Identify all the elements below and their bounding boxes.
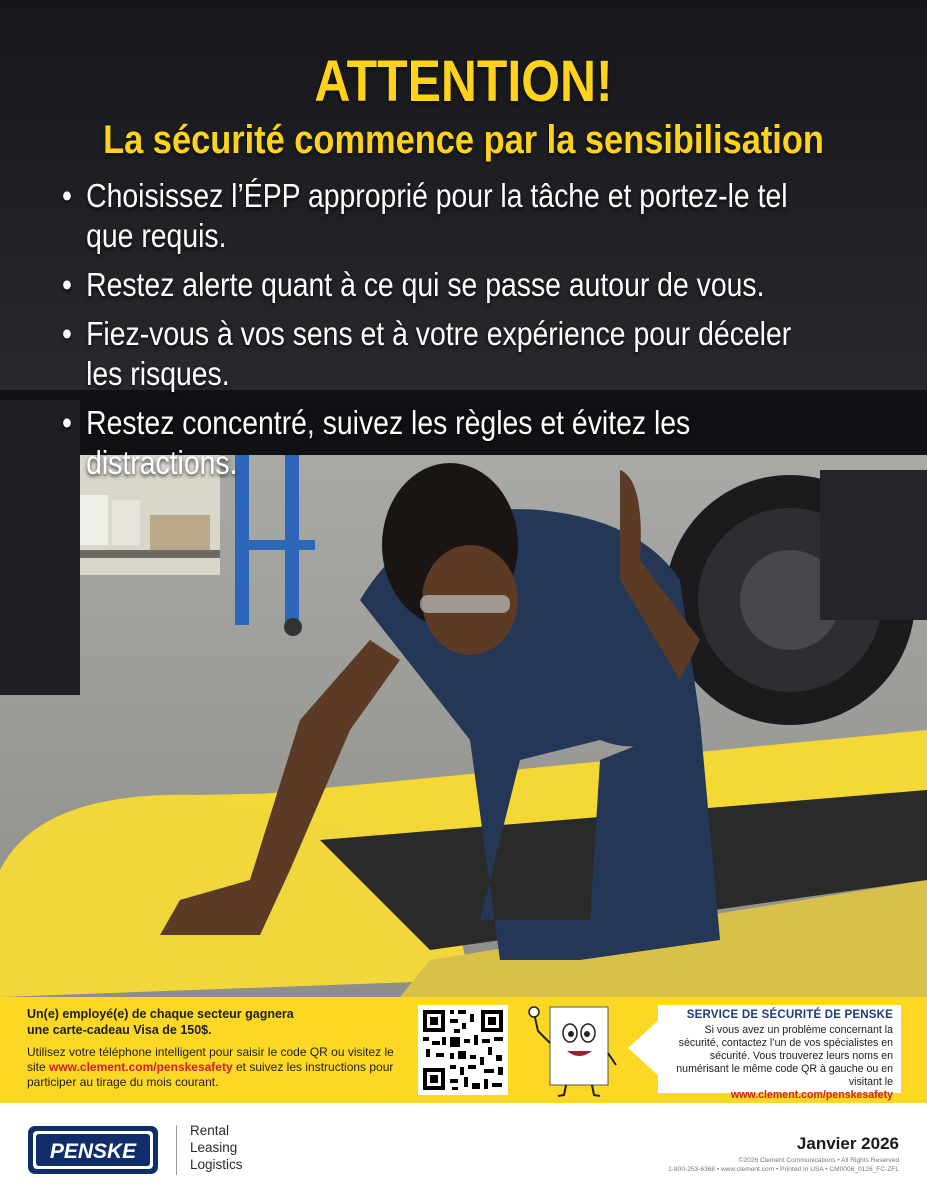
contest-link[interactable]: www.clement.com/penskesafety	[49, 1060, 233, 1074]
safety-box-link[interactable]: www.clement.com/penskesafety	[730, 1089, 893, 1101]
contest-instructions	[27, 1045, 407, 1090]
penske-logo[interactable]	[28, 1126, 158, 1174]
bullet-item	[62, 403, 836, 483]
prize-line: une carte-cadeau Visa de 150$.	[27, 1023, 212, 1037]
safety-handbook-mascot-icon	[522, 1003, 622, 1099]
issue-date: Janvier 2026	[796, 1134, 899, 1153]
safety-box-title: SERVICE DE SÉCURITÉ DE PENSKE	[686, 1009, 893, 1021]
service-list	[190, 1122, 243, 1173]
bullet-icon: •	[62, 266, 72, 303]
bullet-text: Choisissez l’ÉPP approprié pour la tâche et portez-le tel	[86, 177, 788, 214]
service-item: Logistics	[190, 1157, 243, 1172]
bullet-text: Restez concentré, suivez les règles et évitez les distractions.	[86, 404, 691, 481]
bullet-icon: •	[62, 177, 72, 214]
service-item: Leasing	[190, 1140, 238, 1155]
callout-pointer	[628, 1019, 660, 1077]
divider	[176, 1125, 177, 1175]
service-item: Rental	[190, 1123, 230, 1138]
prize-text	[27, 1006, 407, 1038]
copyright-line: 1-800-253-6368 • www.clement.com • Printed In USA • CM0006_0126_FC-ZFL	[668, 1165, 899, 1173]
bullet-text: Fiez-vous à vos sens et à votre expérience pour déceler	[86, 315, 792, 352]
prize-line: Un(e) employé(e) de chaque secteur gagnera	[27, 1007, 294, 1021]
safety-bullet-list	[62, 176, 836, 492]
bullet-icon: •	[62, 404, 72, 441]
copyright	[668, 1157, 899, 1174]
bullet-item	[62, 314, 836, 394]
instructions-text: et suivez les instructions pour participer au tirage du mois courant.	[27, 1060, 394, 1089]
copyright-line: ©2026 Clement Communications • All Rights Reserved	[738, 1157, 899, 1164]
contest-info	[27, 1006, 407, 1090]
instructions-text: Utilisez votre téléphone intelligent pour saisir le code QR ou visitez le site	[27, 1045, 394, 1074]
headline: ATTENTION!	[314, 49, 613, 114]
qr-code-icon[interactable]	[418, 1005, 508, 1095]
logo-text: PENSKE	[49, 1140, 137, 1163]
bullet-text-continued: les risques.	[86, 355, 230, 392]
footer	[0, 1103, 927, 1200]
bullet-icon: •	[62, 315, 72, 352]
subheadline: La sécurité commence par la sensibilisation	[103, 118, 824, 162]
safety-box-text: Si vous avez un problème concernant la sécurité, contactez l’un de vos spécialistes en sécurité. Vous trouverez leurs noms en numérisant le même code QR à gauche ou en visitant le	[676, 1024, 893, 1088]
bullet-text: Restez alerte quant à ce qui se passe autour de vous.	[86, 266, 765, 303]
safety-department-box	[658, 1005, 901, 1101]
bullet-item	[62, 265, 836, 305]
bullet-item	[62, 176, 836, 256]
bullet-text-continued: que requis.	[86, 217, 227, 254]
contest-band	[0, 997, 927, 1103]
